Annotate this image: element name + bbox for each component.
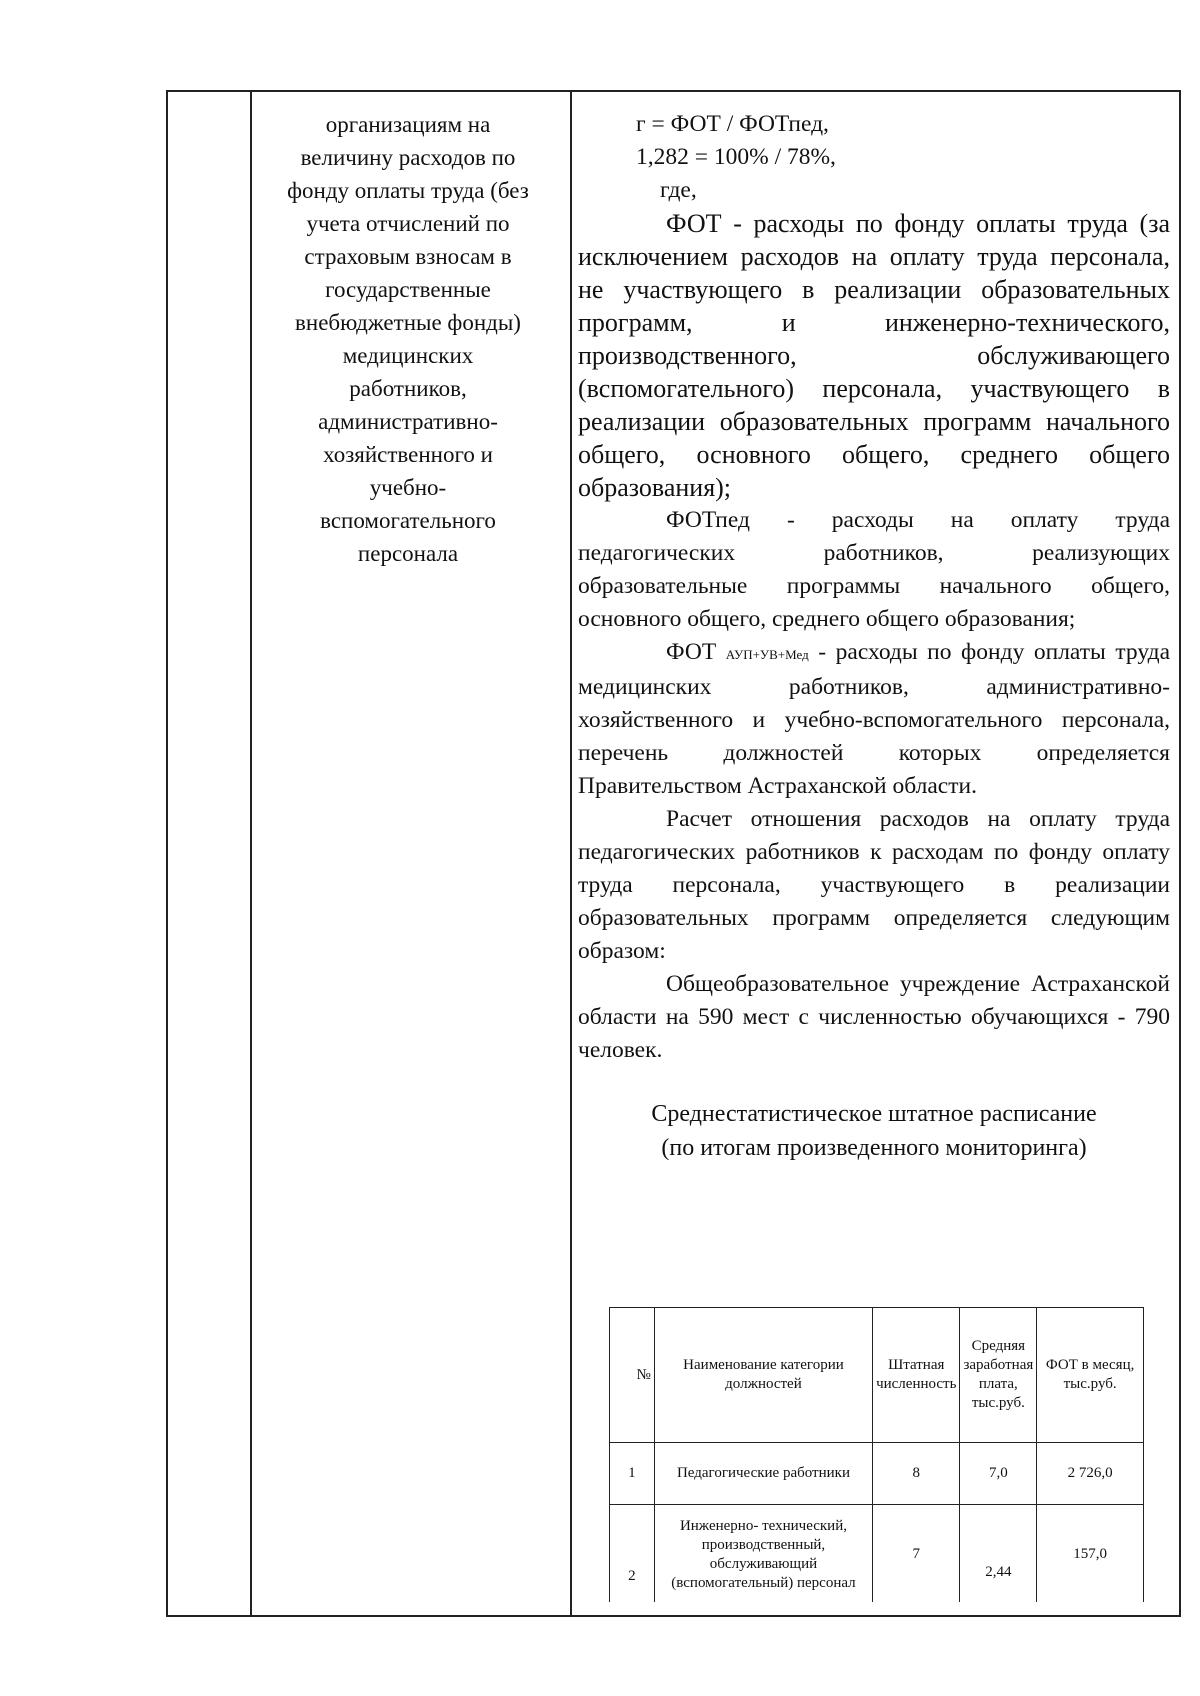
header-payroll: ФОТ в месяц, тыс.руб. bbox=[1037, 1308, 1144, 1443]
description-line: медицинских bbox=[342, 343, 474, 368]
description-line: персонала bbox=[357, 541, 459, 566]
where-line: где, bbox=[660, 177, 697, 203]
row-payroll: 157,0 bbox=[1037, 1505, 1144, 1603]
table-border-bottom bbox=[166, 1615, 1181, 1617]
school-paragraph: Общеобразовательное учреждение Астраханской области на 590 мест с численностью обучающихся - 790 человек. bbox=[578, 971, 1170, 1063]
row-payroll: 2 726,0 bbox=[1037, 1443, 1144, 1505]
row-number: 1 bbox=[610, 1443, 655, 1505]
description-line: фонду оплаты труда (без bbox=[287, 178, 529, 203]
row-category: Педагогические работники bbox=[654, 1443, 872, 1505]
definition-fotped: ФОТпед - расходы на оплату труда педагогических работников, реализующих образовательные программы начального общего, основного общего, среднего общего образования; bbox=[578, 507, 1170, 632]
description-line: страховым взносам в bbox=[304, 244, 512, 269]
formula-values-line: 1,282 = 100% / 78%, bbox=[636, 144, 836, 170]
table-title: Среднестатистическое штатное расписание bbox=[651, 1101, 1097, 1127]
definition-fot-aup-text: - расходы по фонду оплаты труда медицинских работников, административно-хозяйственного и учебно-вспомогательного персонала, перечень должностей которых определяется Правительством Астраханской области. bbox=[578, 639, 1171, 799]
header-staff-count: Штатная численность bbox=[873, 1308, 960, 1443]
calculation-paragraph: Расчет отношения расходов на оплату труда педагогических работников к расходам по фонду оплату труда персонала, участвующего в реализации образовательных программ определяется следующим образом: bbox=[578, 806, 1170, 964]
row-number: 2 bbox=[610, 1505, 655, 1603]
header-category: Наименование категории должностей bbox=[654, 1308, 872, 1443]
row-staff-count: 8 bbox=[873, 1443, 960, 1505]
header-avg-salary: Средняя заработная плата, тыс.руб. bbox=[960, 1308, 1037, 1443]
table-row bbox=[610, 1443, 1144, 1505]
description-line: административно- bbox=[318, 409, 498, 434]
row-category: Инженерно- технический, производственный, обслуживающий (вспомогательный) персонал bbox=[654, 1505, 872, 1603]
description-line: работников, bbox=[349, 376, 467, 401]
description-line: хозяйственного и bbox=[323, 442, 493, 467]
description-line: учебно- bbox=[369, 475, 447, 500]
definition-fot: ФОТ - расходы по фонду оплаты труда (за исключением расходов на оплату труда персонала, не участвующего в реализации образовательных программ, и инженерно-технического, производственного, обслуживающего (вспомогательного) персонала, участвующего в реализации образовательных программ начального общего, основного общего, среднего общего образования); bbox=[578, 209, 1170, 502]
row-avg-salary: 2,44 bbox=[960, 1505, 1037, 1603]
description-line: организациям на bbox=[325, 112, 491, 137]
description-line: учета отчислений по bbox=[306, 211, 510, 236]
row-avg-salary: 7,0 bbox=[960, 1443, 1037, 1505]
description-line: внебюджетные фонды) bbox=[295, 310, 521, 335]
table-header-row bbox=[610, 1308, 1144, 1443]
formula-line: г = ФОТ / ФОТпед, bbox=[636, 111, 829, 137]
header-number: № bbox=[610, 1308, 655, 1443]
fot-subscript: АУП+УВ+Мед bbox=[725, 647, 809, 662]
description-line: государственные bbox=[325, 277, 491, 302]
table-subtitle: (по итогам произведенного мониторинга) bbox=[661, 1135, 1087, 1161]
description-line: вспомогательного bbox=[320, 508, 496, 533]
fot-label: ФОТ bbox=[666, 639, 717, 665]
table-row bbox=[610, 1505, 1144, 1603]
row-staff-count: 7 bbox=[873, 1505, 960, 1603]
staff-schedule-table bbox=[609, 1307, 1144, 1602]
description-line: величину расходов по bbox=[300, 145, 516, 170]
